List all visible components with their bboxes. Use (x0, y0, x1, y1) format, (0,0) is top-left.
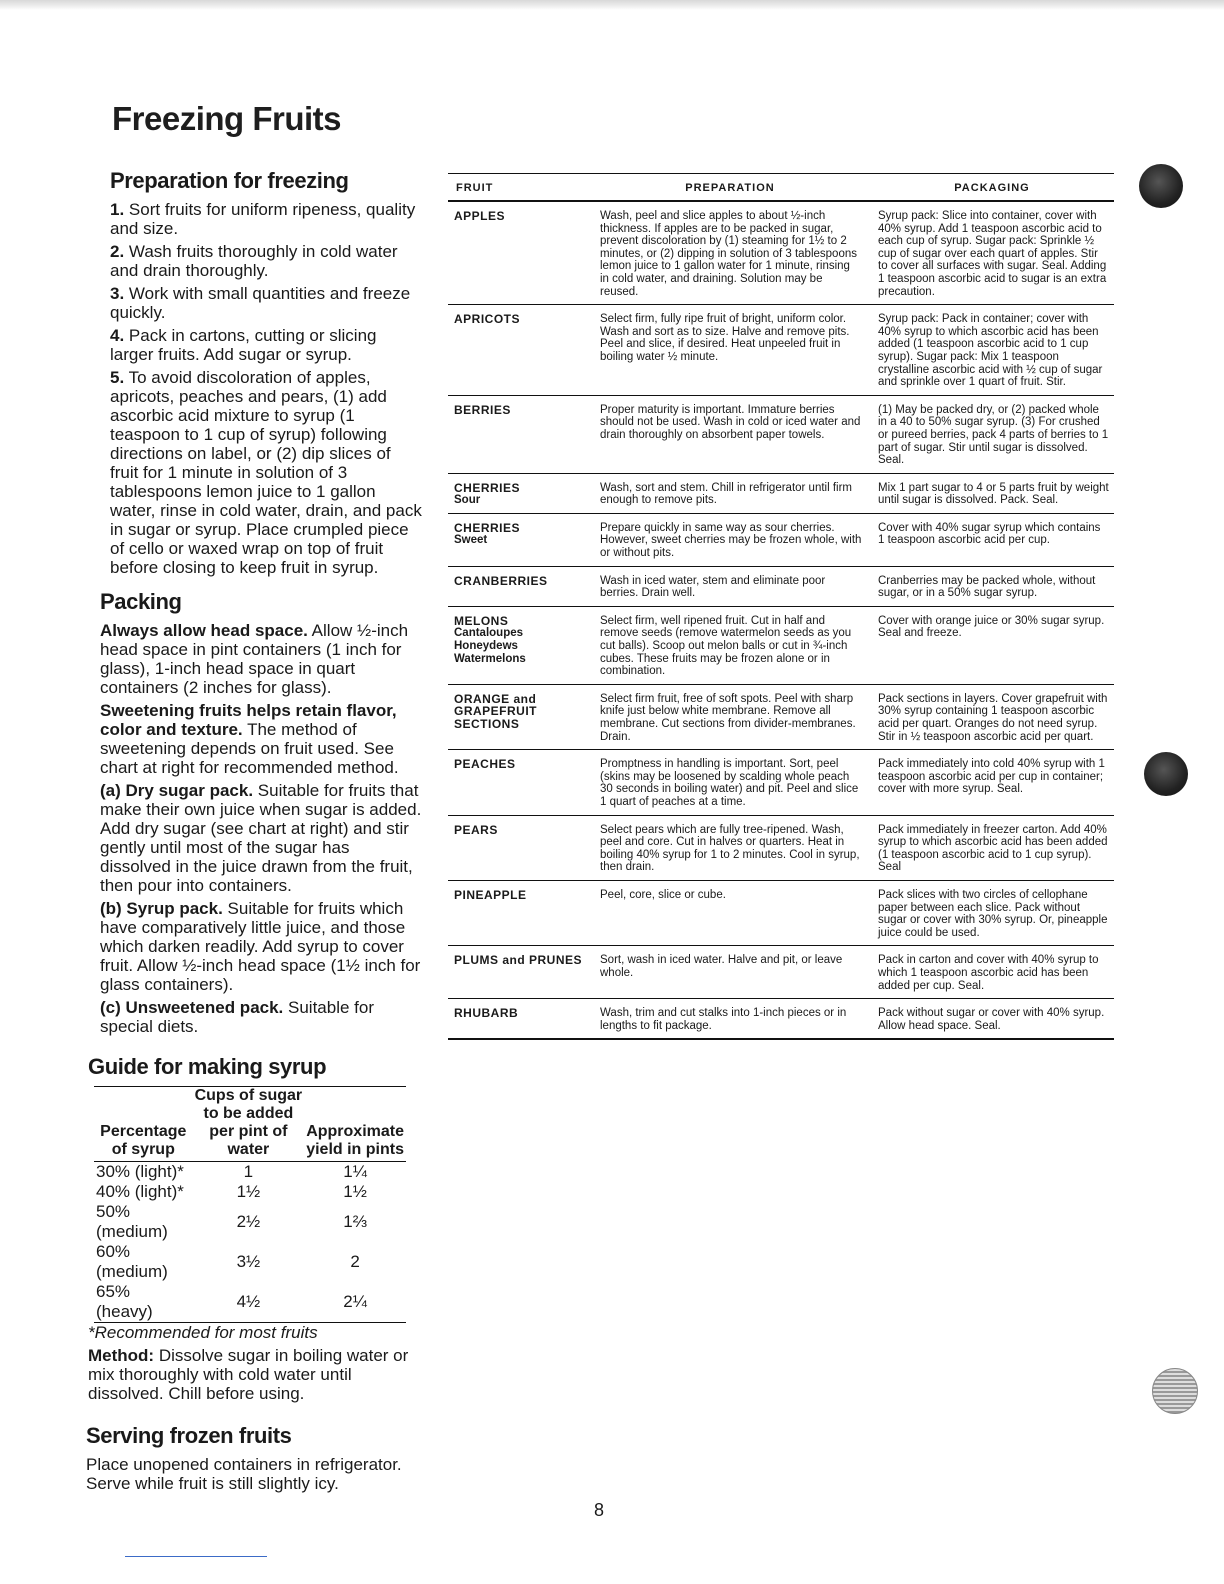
preparation-steps (110, 200, 422, 577)
preparation-cell: Wash, peel and slice apples to about ½-inch thickness. If apples are to be packed in sugar, prevent discoloration by (1) steaming for 1½ to 2 minutes, or (2) dipping in solution of 3 tablespoons lemon juice to 1 gallon water for 1 minute, rinsing in cold water, and draining. Solution may be reused. (590, 201, 866, 305)
fruit-name: CHERRIES (454, 520, 521, 535)
preparation-cell: Wash, sort and stem. Chill in refrigerator until firm enough to remove pits. (590, 473, 866, 513)
sweeten-text: The method of sweetening depends on fruit used. See chart at right for recommended method. (100, 720, 399, 777)
chart-header-fruit: FRUIT (448, 174, 590, 202)
serving-heading: Serving frozen fruits (86, 1423, 292, 1448)
fruit-name-cell (448, 880, 590, 945)
syrup-guide-section (82, 1054, 422, 1403)
fruit-name-cell (448, 606, 590, 684)
fruit-name: APRICOTS (454, 312, 521, 327)
fruit-name-cell (448, 513, 590, 566)
binder-hole (1152, 1368, 1198, 1414)
packing-section (82, 589, 422, 1036)
fruit-name-cell (448, 999, 590, 1040)
chart-row (448, 999, 1114, 1040)
fruit-name: PLUMS and PRUNES (454, 953, 583, 968)
preparation-cell: Select firm, well ripened fruit. Cut in half and remove seeds (remove watermelon seeds as you cut balls). Scoop out melon balls or cut in ¾-inch cubes. These fruits may be frozen alone or in combination. (590, 606, 866, 684)
syrup-table-header (94, 1087, 406, 1162)
syrup-pack-lead: (b) Syrup pack. (100, 899, 223, 918)
sweeten-lead: Sweetening fruits helps retain flavor, color and texture. (100, 701, 397, 739)
syrup-row (94, 1162, 406, 1183)
serving-section (82, 1423, 422, 1493)
packaging-cell: (1) May be packed dry, or (2) packed whole in a 40 to 50% sugar syrup. (3) For crushed or pureed berries, pack 4 parts of berries to 1 part of sugar. Stir until sugar is dissolved. Seal. (866, 395, 1114, 473)
syrup-col-cups: Cups of sugar to be added per pint of water (193, 1087, 305, 1162)
syrup-yield: 2¼ (304, 1282, 406, 1323)
fruit-name: ORANGE and GRAPEFRUIT SECTIONS (454, 691, 537, 731)
unsweetened-lead: (c) Unsweetened pack. (100, 998, 284, 1017)
syrup-row (94, 1202, 406, 1242)
fruit-name: PEACHES (454, 757, 516, 772)
chart-rows (448, 201, 1114, 1039)
fruit-name-cell (448, 750, 590, 815)
preparation-cell: Sort, wash in iced water. Halve and pit, or leave whole. (590, 946, 866, 999)
syrup-cups: 3½ (236, 1252, 261, 1271)
fruit-name-cell (448, 201, 590, 305)
fruit-name: BERRIES (454, 402, 511, 417)
step-number: 1. (110, 200, 125, 219)
fruit-name-cell (448, 473, 590, 513)
preparation-section (82, 168, 422, 577)
packaging-cell: Cranberries may be packed whole, without sugar, or in a 50% sugar syrup. (866, 566, 1114, 606)
packaging-cell: Syrup pack: Slice into container, cover with 40% syrup. Add 1 teaspoon ascorbic acid to each cup of syrup. Sugar pack: Sprinkle ½ cup of sugar over each quart of apples. Stir to cover all surfaces with sugar. Seal. Adding 1 teaspoon ascorbic acid to sugar is an extra precaution. (866, 201, 1114, 305)
packaging-cell: Cover with 40% sugar syrup which contains 1 teaspoon ascorbic acid per cup. (866, 513, 1114, 566)
unsweetened-text: Suitable for special diets. (100, 998, 375, 1036)
unsweetened-paragraph (100, 998, 422, 1036)
headspace-paragraph (100, 621, 422, 697)
syrup-percentage: 40% (light)* (96, 1182, 184, 1201)
packaging-cell: Pack sections in layers. Cover grapefruit with 30% syrup containing 1 teaspoon ascorbic acid per quart. Oranges do not need syrup. Stir in ½ teaspoon ascorbic acid per quart. (866, 684, 1114, 749)
syrup-guide-heading: Guide for making syrup (88, 1054, 327, 1079)
packaging-cell: Pack slices with two circles of cellophane paper between each slice. Pack without sugar or cover with 30% syrup. Or, pineapple juice could be used. (866, 880, 1114, 945)
chart-row (448, 880, 1114, 945)
step-text: Pack in cartons, cutting or slicing larger fruits. Add sugar or syrup. (110, 326, 377, 364)
chart-row (448, 566, 1114, 606)
binder-hole (1139, 164, 1183, 208)
preparation-step (110, 368, 422, 577)
syrup-pack-text: Suitable for fruits which have comparatively little juice, and those which darken readily. Add syrup to cover fruit. Allow ½-inch head space (1½ inch for glass containers). (100, 899, 421, 994)
syrup-cups: 1½ (236, 1182, 261, 1201)
dry-pack-paragraph (100, 781, 422, 895)
page-number: 8 (594, 1500, 605, 1520)
fruit-variety: Sweet (454, 534, 488, 547)
fruit-name: MELONS (454, 613, 509, 628)
method-text: Dissolve sugar in boiling water or mix thoroughly with cold water until dissolved. Chill before using. (88, 1346, 409, 1403)
binder-hole (1144, 752, 1188, 796)
preparation-step (110, 326, 422, 364)
fruit-variety: Cantaloupes Honeydews Watermelons (454, 627, 526, 665)
packaging-cell: Pack immediately into cold 40% syrup with 1 teaspoon ascorbic acid per cup in container; cover with more syrup. Seal. (866, 750, 1114, 815)
freezing-chart (448, 173, 1114, 1040)
chart-row (448, 946, 1114, 999)
chart-header-packaging: PACKAGING (866, 174, 1114, 202)
chart-row (448, 473, 1114, 513)
syrup-cups: 4½ (193, 1282, 305, 1323)
preparation-heading: Preparation for freezing (110, 168, 349, 193)
step-number: 4. (110, 326, 125, 345)
fruit-name: PEARS (454, 822, 498, 837)
packaging-cell: Pack in carton and cover with 40% syrup to which 1 teaspoon ascorbic acid has been added per cup. Seal. (866, 946, 1114, 999)
fruit-name: RHUBARB (454, 1006, 519, 1021)
syrup-yield: 1⅔ (343, 1212, 367, 1231)
sweeten-paragraph (100, 701, 422, 777)
fruit-name: CHERRIES (454, 480, 521, 495)
syrup-col-percentage: Percentage of syrup (94, 1087, 193, 1162)
chart-row (448, 815, 1114, 880)
packaging-cell: Pack immediately in freezer carton. Add 40% syrup to which ascorbic acid has been added (1 teaspoon ascorbic acid to 1 cup syrup). Seal (866, 815, 1114, 880)
fruit-name: APPLES (454, 209, 506, 223)
page-title: Freezing Fruits (112, 100, 342, 137)
chart-row (448, 201, 1114, 305)
footer-rule (125, 1556, 267, 1557)
step-text: Wash fruits thoroughly in cold water and drain thoroughly. (110, 242, 398, 280)
syrup-yield: 2 (350, 1252, 360, 1271)
preparation-step (110, 242, 422, 280)
preparation-cell: Select firm fruit, free of soft spots. Peel with sharp knife just below white membrane. Remove all membrane. Cut sections from divider-membranes. Drain. (590, 684, 866, 749)
fruit-name-cell (448, 395, 590, 473)
packing-heading: Packing (100, 589, 182, 614)
syrup-row (94, 1182, 406, 1202)
preparation-step (110, 200, 422, 238)
syrup-col-yield: Approximate yield in pints (304, 1087, 406, 1162)
step-text: To avoid discoloration of apples, apricots, peaches and pears, (1) add ascorbic acid mixture to syrup (1 teaspoon to 1 cup of syrup) following directions on label, or (2) dip slices of fruit for 1 minute in solution of 3 tablespoons lemon juice to 1 gallon water, rinse in cold water, drain, and pack in sugar or syrup. Place crumpled piece of cello or waxed wrap on top of fruit before closing to keep fruit in syrup. (110, 368, 422, 577)
chart-row (448, 606, 1114, 684)
syrup-row (94, 1282, 406, 1323)
chart-header-row (448, 174, 1114, 202)
dry-pack-text: Suitable for fruits that make their own juice when sugar is added. Add dry sugar (see chart at right) and stir gently until most of the sugar has dissolved in the juice drawn from the fruit, then pour into containers. (100, 781, 422, 895)
syrup-yield: 1½ (343, 1182, 367, 1201)
chart-row (448, 750, 1114, 815)
syrup-percentage: 30% (light)* (96, 1162, 184, 1181)
chart-row (448, 684, 1114, 749)
syrup-percentage: 50% (medium) (96, 1202, 168, 1241)
packaging-cell: Cover with orange juice or 30% sugar syrup. Seal and freeze. (866, 606, 1114, 684)
chart-row (448, 305, 1114, 396)
step-text: Work with small quantities and freeze quickly. (110, 284, 411, 322)
preparation-cell: Peel, core, slice or cube. (590, 880, 866, 945)
syrup-table (94, 1086, 406, 1323)
syrup-row (94, 1242, 406, 1282)
preparation-cell: Proper maturity is important. Immature berries should not be used. Wash in cold or iced water and drain thoroughly on absorbent paper towels. (590, 395, 866, 473)
method-paragraph (88, 1346, 422, 1403)
chart-row (448, 513, 1114, 566)
step-number: 2. (110, 242, 125, 261)
chart-row (448, 395, 1114, 473)
preparation-cell: Wash, trim and cut stalks into 1-inch pieces or in lengths to fit package. (590, 999, 866, 1040)
syrup-footnote: *Recommended for most fruits (88, 1323, 318, 1342)
syrup-rows (94, 1162, 406, 1323)
preparation-step (110, 284, 422, 322)
syrup-cups: 1 (243, 1162, 254, 1181)
syrup-cups: 2½ (236, 1212, 261, 1231)
fruit-name: CRANBERRIES (454, 573, 548, 588)
fruit-name-cell (448, 684, 590, 749)
chart-header-preparation: PREPARATION (590, 174, 866, 202)
step-number: 3. (110, 284, 125, 303)
step-number: 5. (110, 368, 125, 387)
packaging-cell: Pack without sugar or cover with 40% syrup. Allow head space. Seal. (866, 999, 1114, 1040)
packaging-cell: Mix 1 part sugar to 4 or 5 parts fruit by weight until sugar is dissolved. Pack. Seal. (866, 473, 1114, 513)
left-column (82, 168, 422, 1497)
preparation-cell: Select firm, fully ripe fruit of bright, uniform color. Wash and sort as to size. Halve and remove pits. Peel and slice, if desired. Heat unpeeled fruit in boiling water ½ minute. (590, 305, 866, 396)
preparation-cell: Select pears which are fully tree-ripened. Wash, peel and core. Cut in halves or quarters. Heat in boiling 40% syrup for 1 to 2 minutes. Cool in syrup, then drain. (590, 815, 866, 880)
headspace-lead: Always allow head space. (100, 621, 308, 640)
headspace-text: Allow ½-inch head space in pint containers (1 inch for glass), 1-inch head space in quart containers (2 inches for glass). (100, 621, 409, 697)
serving-text: Place unopened containers in refrigerator. Serve while fruit is still slightly icy. (86, 1455, 402, 1493)
scan-edge (0, 0, 1224, 10)
step-text: Sort fruits for uniform ripeness, quality and size. (110, 200, 416, 238)
fruit-name-cell (448, 305, 590, 396)
syrup-yield: 1¼ (343, 1162, 367, 1181)
fruit-variety: Sour (454, 494, 481, 507)
fruit-name: PINEAPPLE (454, 887, 527, 902)
fruit-name-cell (448, 815, 590, 880)
dry-pack-lead: (a) Dry sugar pack. (100, 781, 254, 800)
method-lead: Method: (88, 1346, 155, 1365)
fruit-name-cell (448, 566, 590, 606)
syrup-percentage: 60% (medium) (96, 1242, 168, 1281)
preparation-cell: Promptness in handling is important. Sort, peel (skins may be loosened by scalding whole peach 30 seconds in boiling water) and pit. Peel and slice 1 quart of peaches at a time. (590, 750, 866, 815)
syrup-pack-paragraph (100, 899, 422, 994)
preparation-cell: Prepare quickly in same way as sour cherries. However, sweet cherries may be frozen whole, with or without pits. (590, 513, 866, 566)
fruit-name-cell (448, 946, 590, 999)
syrup-percentage: 65% (heavy) (94, 1282, 193, 1323)
preparation-cell: Wash in iced water, stem and eliminate poor berries. Drain well. (590, 566, 866, 606)
packaging-cell: Syrup pack: Pack in container; cover with 40% syrup to which ascorbic acid has been added (1 teaspoon ascorbic acid to 1 cup syrup). Sugar pack: Mix 1 teaspoon crystalline ascorbic acid with ½ cup of sugar and sprinkle over 1 quart of fruit. Stir. (866, 305, 1114, 396)
